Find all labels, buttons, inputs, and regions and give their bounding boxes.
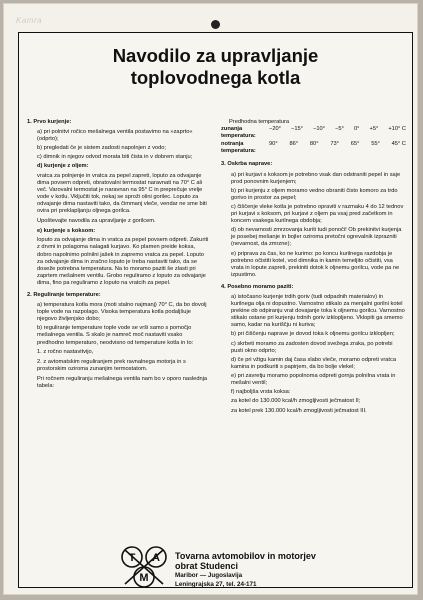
company-footer: [119, 543, 369, 593]
logo-letter: A: [152, 552, 160, 564]
inner-temp-value: 65°: [350, 141, 360, 148]
inner-temp-value: 55°: [371, 141, 380, 148]
instruction-frame: [18, 32, 413, 588]
outer-temp-value: +5°: [369, 126, 379, 133]
company-address: Leningrajska 27, tel. 24-171: [175, 581, 257, 588]
section-4-coke-large: za kotel prek 130.000 kcal/h zmogljivosti ječmatost III.: [231, 408, 367, 415]
inner-temperature-row: [221, 141, 406, 155]
inner-temp-value: 80°: [309, 141, 319, 148]
outer-temp-value: −20°: [269, 126, 281, 133]
inner-temp-value: 90°: [269, 141, 278, 148]
section-1-item-c: c) dimnik in njegov odvod morata biti čista in v dobrem stanju;: [37, 154, 193, 161]
section-4-item-f: f) najboljša vrsta koksa:: [231, 389, 291, 396]
section-3-item-a: a) pri kurjavi s koksom je potrebno vsak dan odstraniti pepel in saje prod ponovnim kurjenjem;: [231, 171, 401, 185]
section-1-heading: 1. Prvo kurjenje:: [27, 119, 72, 125]
section-4-item-a: a) istočasno kurjenje trdih goriv (tudi odpadnih materialov) in kurilnega olja ni dopustno. Varnostno stikalo za menjalni gorilni kotel prekine ob odpiranju vrat dovajanje toka k oljnemu gorilcu. Varnostno stikalo ostane pri kurjenju trdnih goriv izklopljeno. Vklopiti ga smemo samo, kadar na kuriščju ni kuriva;: [231, 293, 405, 329]
right-column: [221, 119, 406, 418]
section-3-heading: 3. Oskrba naprave:: [221, 161, 273, 168]
section-4-item-d: d) če pri vžigu kamin daj časa slabo vleče, moramo odpreti vratca kamina in podkuriti s papirjem, da bo bolje vlekel;: [231, 356, 397, 370]
section-4-heading: 4. Posebno moramo paziti:: [221, 283, 294, 290]
section-3-item-b: b) pri kurjenju z oljem moramo vedno obraniti čisto komoro za trdo gorivo in prostor za pepel;: [231, 187, 398, 201]
document-title: [19, 45, 412, 89]
section-1-item-d-heading: d) kurjenje z oljem:: [37, 163, 89, 170]
section-1-item-e-heading: e) kurjenje s koksom:: [37, 228, 96, 235]
company-city: Maribor — Jugoslavija: [175, 572, 243, 579]
inner-temperature-values: [269, 141, 406, 155]
inner-temp-value: 86°: [289, 141, 299, 148]
section-2-note: Pri ročnem reguliranju mešalnega ventila nam bo v oporo naslednja tabela:: [37, 375, 208, 389]
temperature-table-heading: Predhodna temperatura: [229, 119, 290, 125]
section-1-item-d-text: vratca za polnjenje in vratca za pepel zapreti, loputo za odvajanje dima povsem odpreti, obratovalni termostat naravnati na 70° C ali več. Varovalni termostat je naravnan na 95° C in preprečuje vrelje vode v kotlu. Vključiti tok, nekaj se sproži olini gorilec. Loputo za odvajanje dima nastaviti tako, da čimmanj vleče, vendar ne sme biti ovira pri preklapljanju oljnega gorilca.: [37, 172, 207, 215]
section-3-item-c: c) čiščenje vleke kotla je potrebno opraviti v razmaku 4 do 12 tednov pri kurjavi s koksom, pri kurjavi z oljem pa vsaj pred začetkom in koncem vsakega kurilnega obdobja;: [231, 203, 404, 225]
title-line-2: toplovodnega kotla: [130, 67, 301, 88]
section-2-heading: 2. Reguliranje temperature:: [27, 291, 101, 298]
section-2-mode-2: 2. z avtomatskim reguliranjem prek ravnalnega motorja in s prostorskim oziroma zunanjim termostatom.: [37, 358, 186, 372]
title-line-1: Navodilo za upravljanje: [112, 45, 319, 66]
section-2-mode-1: 1. z ročno nastavitvijo,: [37, 348, 94, 355]
inner-temperature-label: notranja temperatura:: [221, 141, 256, 155]
outer-temp-value: −5°: [335, 126, 344, 133]
inner-temp-value: 73°: [330, 141, 339, 148]
section-1-item-b: b) pregledati če je sistem zadosti napolnjen z vodo;: [37, 145, 166, 152]
outer-temperature-label: zunanja temperatura:: [221, 126, 256, 140]
company-name: Tovarna avtomobilov in motorjev: [175, 551, 316, 561]
left-column: [27, 119, 210, 393]
outer-temp-value: 0°: [353, 126, 360, 133]
inner-temp-value: 45° C: [391, 141, 406, 148]
outer-temperature-row: [221, 126, 406, 140]
watermark: Kamra: [16, 16, 43, 25]
section-4-item-e: e) pri zavretju moramo popolnoma odpreti gornja polnilna vrata in mešalni ventil;: [231, 372, 396, 386]
section-1-item-a: a) pri polnitvi ročico mešalnega ventila postavimo na »zaprto« (odprto);: [37, 129, 193, 143]
section-1-item-d-note: Upoštevajte navodila za upravljanje z gorilcem.: [37, 218, 156, 225]
logo-letter: M: [139, 572, 149, 584]
section-2-item-b: b) reguliranje temperature tople vode se vrši samo s pomočjo mešalnega ventila. S skalo je namreč moč nastaviti vsako predhodno temperaturo, neodvisno od temperature kotla in to:: [37, 325, 194, 346]
outer-temp-value: −15°: [291, 126, 303, 133]
punch-hole: [211, 20, 220, 29]
outer-temp-value: +10° C: [388, 126, 406, 133]
section-4-item-b: b) pri čiščenju naprave je dovod toka k oljnemu gorilcu izklopljen;: [231, 331, 395, 338]
logo-letter: T: [128, 552, 136, 564]
section-3-item-e: e) priprava za čas, ko ne kurimo: po koncu kurilnega razdobja je potrebno očistiti kotel, vod dimnika in kamin temeljito očistiti, vsa vrata in lopute zapreti, prekiniti dotok k oljnemu gorilcu, vode pa ne izpustimo.: [231, 250, 400, 278]
section-3-item-d: d) ob nevarnosti zmrzovanja kuriti tudi ponoči! Ob prekinitvi kurjenja je posebej mešanje in bojler oziroma pretočni ogrevalnik izprazniti (nevarnost, da zmrzne);: [231, 227, 402, 248]
outer-temperature-values: [269, 126, 406, 140]
company-branch: obrat Studenci: [175, 561, 239, 571]
section-4-item-c: c) skrbeti moramo za zadosten dovod svežega zraka, po potrebi pusti okno odprto;: [231, 340, 393, 354]
outer-temp-value: −10°: [313, 126, 325, 133]
section-2-item-a: a) temperatura kotla mora (moti stalno najmanj) 70° C, da bo dovolj tople vode na razpolago. Visoka temperatura kotla podaljšuje njegovo življenjsko dobo;: [37, 302, 207, 323]
tam-logo-icon: [119, 543, 169, 591]
section-4-coke-small: za kotel do 130.000 kcal/h zmogljivosti ječmatost II;: [231, 398, 361, 405]
section-1-item-e-text: loputo za odvajanje dima in vratca za pepel povsem odpreti. Zakuriti z drvmi in polagoma nalagati kurjavo. Ko plamen preide koksa, dobro napolnimo polnilni jašek in zapremo vratca za pepel. Loputo za odvajanje dima in zračno loputo je treba nastaviti tako, da se doseže potrebna temperatura. Na to moramo paziti še zlasti pri zaprtem mešalnem ventilu. Grobo reguliramo z loputo za odvajanje dima, fino pa reguliramo z loputo na vratcih za pepel.: [37, 237, 209, 286]
document-sheet: [3, 3, 418, 595]
